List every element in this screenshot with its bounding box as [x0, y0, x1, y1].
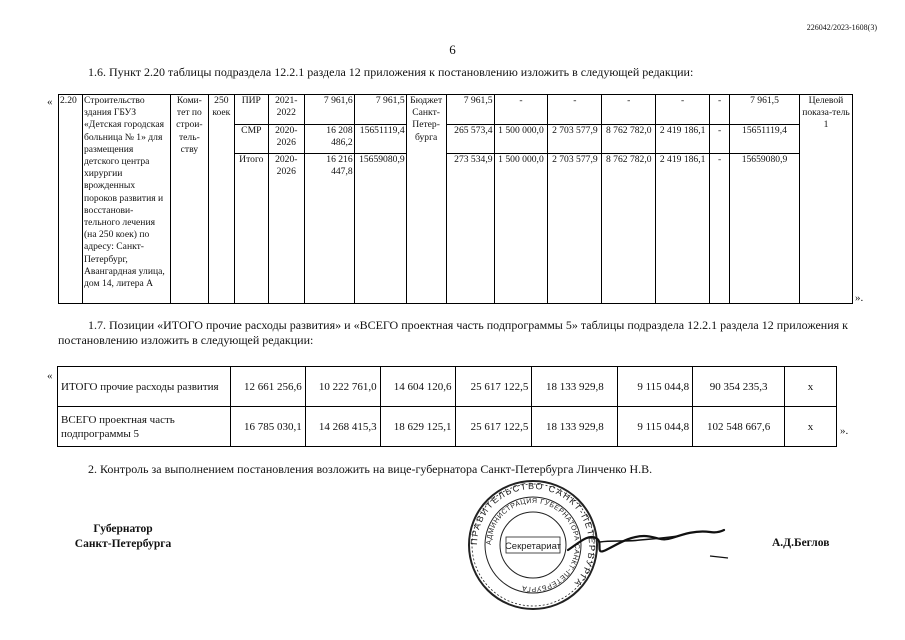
- year-value: 1 500 000,0: [494, 154, 548, 304]
- year-value: 265 573,4: [446, 124, 494, 154]
- year-value: 8 762 782,0: [602, 124, 656, 154]
- document-number: 226042/2023-1608(3): [806, 23, 877, 32]
- cost-remaining: 15651119,4: [354, 124, 406, 154]
- year-value: 2 703 577,9: [548, 154, 602, 304]
- year-value: 2 419 186,1: [656, 124, 710, 154]
- year-value: 8 762 782,0: [602, 154, 656, 304]
- value-cell: 14 268 415,3: [305, 407, 380, 447]
- open-quote: «: [47, 96, 53, 108]
- object-name: Строительство здания ГБУЗ «Детская городская больница № 1» для размещения детского центра хирургии врожденных пороков развития и восстанови-тельного лечения (на 250 коек) по адресу: Санкт-Петербург, Авангардная улица, дом 14, литера А: [82, 95, 170, 304]
- signatory-name: А.Д.Беглов: [772, 537, 830, 549]
- seal-ring-text: ПРАВИТЕЛЬСТВО САНКТ-ПЕТЕРБУРГА: [468, 480, 598, 590]
- year-value: 2 703 577,9: [548, 124, 602, 154]
- year-value: 1 500 000,0: [494, 124, 548, 154]
- year-value: -: [710, 124, 730, 154]
- cost-estimate: 16 216 447,8: [304, 154, 354, 304]
- year-value: 7 961,5: [446, 95, 494, 125]
- value-cell: 25 617 122,5: [455, 367, 532, 407]
- value-cell: 102 548 667,6: [693, 407, 785, 447]
- seal-center-text: Секретариат: [504, 541, 562, 552]
- year-value: -: [710, 95, 730, 125]
- section-1-6-text: 1.6. Пункт 2.20 таблицы подраздела 12.2.1 раздела 12 приложения к постановлению изложить в следующей редакции:: [88, 65, 694, 79]
- handwritten-signature-icon: [560, 512, 730, 572]
- period: 2021-2022: [268, 95, 304, 125]
- value-cell: 25 617 122,5: [455, 407, 532, 447]
- seal-inner-text: АДМИНИСТРАЦИЯ ГУБЕРНАТОРА САНКТ-ПЕТЕРБУРГА: [485, 497, 581, 593]
- value-cell: 16 785 030,1: [230, 407, 305, 447]
- stage: Итого: [234, 154, 268, 304]
- value-cell: 12 661 256,6: [230, 367, 305, 407]
- signatory-position: [68, 522, 178, 552]
- section-1-7-text: 1.7. Позиции «ИТОГО прочие расходы развития» и «ВСЕГО проектная часть подпрограммы 5» таблицы подраздела 12.2.1 раздела 12 приложения к постановлению изложить в следующей редакции:: [58, 318, 848, 347]
- program-table: [58, 94, 853, 304]
- value-cell: 9 115 044,8: [618, 367, 693, 407]
- executor: Коми-тет по строи-тель-ству: [170, 95, 208, 304]
- value-cell: 18 133 929,8: [532, 407, 618, 447]
- total-value: 7 961,5: [730, 95, 800, 125]
- cost-estimate: 7 961,6: [304, 95, 354, 125]
- period: 2020-2026: [268, 124, 304, 154]
- year-value: 273 534,9: [446, 154, 494, 304]
- total-value: 15659080,9: [730, 154, 800, 304]
- year-value: -: [656, 95, 710, 125]
- position-line: Санкт-Петербурга: [74, 538, 172, 550]
- item-number: 2.20: [59, 95, 83, 304]
- row-label: ВСЕГО проектная часть подпрограммы 5: [58, 407, 231, 447]
- value-cell: 9 115 044,8: [618, 407, 693, 447]
- row-label: ИТОГО прочие расходы развития: [58, 367, 231, 407]
- stage: ПИР: [234, 95, 268, 125]
- table-row: [58, 367, 837, 407]
- value-cell: х: [785, 407, 837, 447]
- stage: СМР: [234, 124, 268, 154]
- section-2-text: 2. Контроль за выполнением постановления возложить на вице-губернатора Санкт-Петербурга Линченко Н.В.: [88, 462, 653, 476]
- value-cell: 18 629 125,1: [380, 407, 455, 447]
- year-value: 2 419 186,1: [656, 154, 710, 304]
- year-value: -: [494, 95, 548, 125]
- close-quote: ».: [840, 425, 849, 437]
- page-number: 6: [449, 42, 456, 57]
- cost-remaining: 7 961,5: [354, 95, 406, 125]
- table-row: [58, 407, 837, 447]
- year-value: -: [602, 95, 656, 125]
- value-cell: х: [785, 367, 837, 407]
- value-cell: 18 133 929,8: [532, 367, 618, 407]
- period: 2020-2026: [268, 154, 304, 304]
- capacity: 250 коек: [208, 95, 234, 304]
- table-row: [59, 95, 853, 125]
- cost-estimate: 16 208 486,2: [304, 124, 354, 154]
- value-cell: 90 354 235,3: [693, 367, 785, 407]
- value-cell: 14 604 120,6: [380, 367, 455, 407]
- value-cell: 10 222 761,0: [305, 367, 380, 407]
- cost-remaining: 15659080,9: [354, 154, 406, 304]
- close-quote: ».: [855, 292, 864, 304]
- year-value: -: [710, 154, 730, 304]
- open-quote: «: [47, 370, 53, 382]
- totals-table: [57, 366, 837, 447]
- target-indicator: Целевой показа-тель 1: [799, 95, 852, 304]
- funding-source: Бюджет Санкт-Петер-бурга: [406, 95, 446, 304]
- total-value: 15651119,4: [730, 124, 800, 154]
- position-line: Губернатор: [93, 523, 153, 535]
- year-value: -: [548, 95, 602, 125]
